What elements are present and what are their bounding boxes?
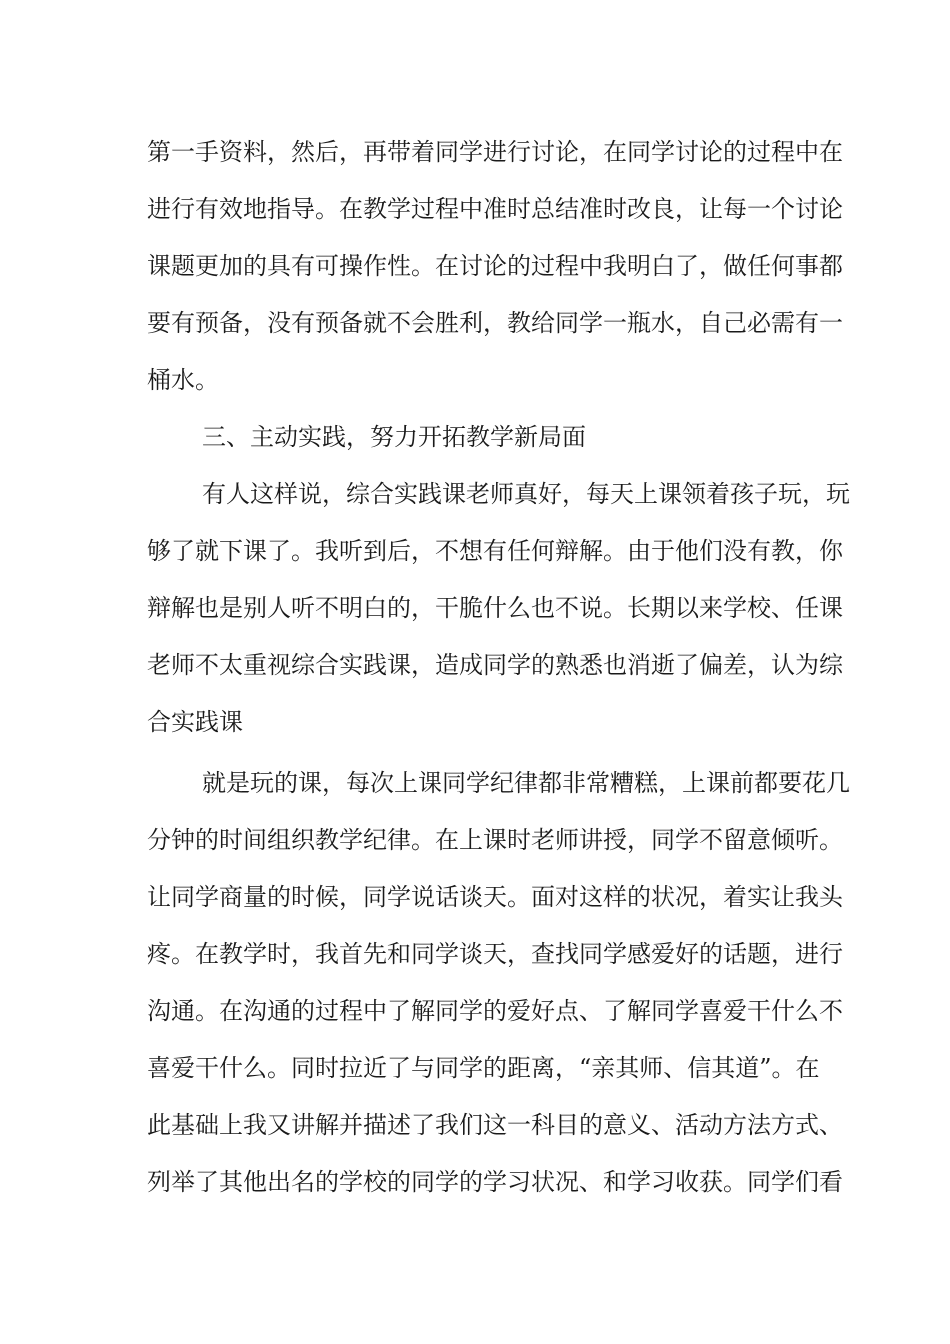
paragraph-line: 有人这样说，综合实践课老师真好，每天上课领着孩子玩，玩	[202, 480, 850, 508]
paragraph-line: 此基础上我又讲解并描述了我们这一科目的意义、活动方法方式、	[147, 1111, 843, 1139]
paragraph-line: 够了就下课了。我听到后，不想有任何辩解。由于他们没有教，你	[147, 537, 843, 565]
paragraph-line: 进行有效地指导。在教学过程中准时总结准时改良，让每一个讨论	[147, 195, 843, 223]
paragraph-line: 让同学商量的时候，同学说话谈天。面对这样的状况，着实让我头	[147, 883, 843, 911]
paragraph-line: 列举了其他出名的学校的同学的学习状况、和学习收获。同学们看	[147, 1168, 843, 1196]
paragraph-line: 沟通。在沟通的过程中了解同学的爱好点、了解同学喜爱干什么不	[147, 997, 843, 1025]
paragraph-line: 喜爱干什么。同时拉近了与同学的距离，“亲其师、信其道”。在	[147, 1054, 820, 1082]
paragraph-line: 疼。在教学时，我首先和同学谈天，查找同学感爱好的话题，进行	[147, 940, 843, 968]
section-heading: 三、主动实践，努力开拓教学新局面	[202, 423, 586, 451]
paragraph-line: 辩解也是别人听不明白的，干脆什么也不说。长期以来学校、任课	[147, 594, 843, 622]
paragraph-line: 分钟的时间组织教学纪律。在上课时老师讲授，同学不留意倾听。	[147, 826, 843, 854]
paragraph-line: 合实践课	[147, 708, 243, 736]
paragraph-line: 要有预备，没有预备就不会胜利，教给同学一瓶水，自己必需有一	[147, 309, 843, 337]
paragraph-line: 第一手资料，然后，再带着同学进行讨论，在同学讨论的过程中在	[147, 138, 843, 166]
paragraph-line: 就是玩的课，每次上课同学纪律都非常糟糕，上课前都要花几	[202, 769, 850, 797]
paragraph-line: 桶水。	[147, 366, 219, 394]
paragraph-line: 老师不太重视综合实践课，造成同学的熟悉也消逝了偏差，认为综	[147, 651, 843, 679]
paragraph-line: 课题更加的具有可操作性。在讨论的过程中我明白了，做任何事都	[147, 252, 843, 280]
